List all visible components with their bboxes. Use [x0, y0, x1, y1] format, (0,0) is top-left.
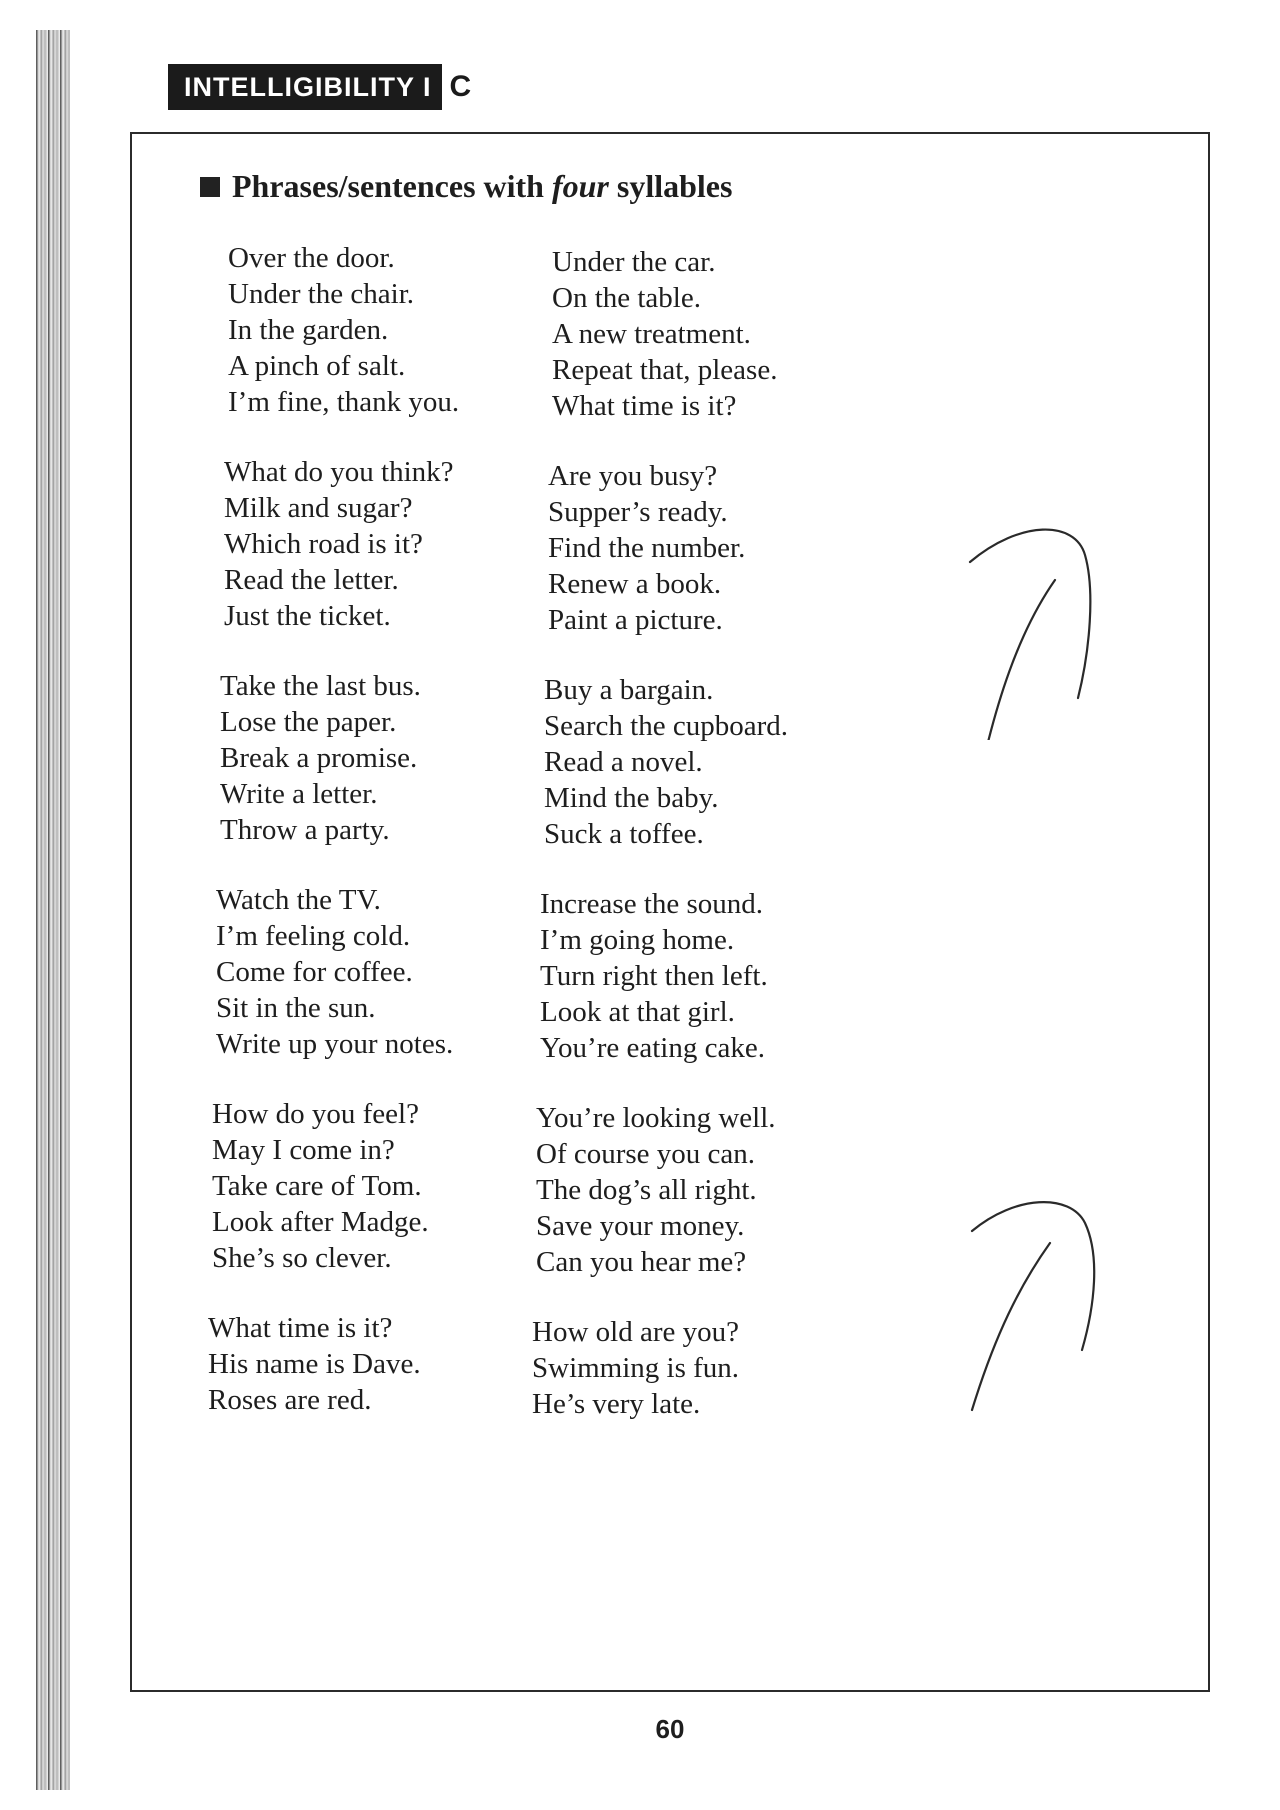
phrase-group [216, 882, 459, 1062]
phrase: His name is Dave. [208, 1348, 421, 1380]
phrase: Sit in the sun. [216, 992, 376, 1024]
square-bullet-icon [200, 177, 220, 197]
phrase: What time is it? [208, 1312, 393, 1344]
phrase: She’s so clever. [212, 1242, 392, 1274]
phrase: Mind the baby. [544, 782, 719, 814]
phrase-group [220, 668, 459, 848]
phrase: Search the cupboard. [544, 710, 788, 742]
phrase-group [544, 672, 788, 852]
phrase: A pinch of salt. [228, 350, 406, 382]
phrase: What time is it? [552, 390, 737, 422]
phrase: A new treatment. [552, 318, 751, 350]
phrase: Look after Madge. [212, 1206, 429, 1238]
phrase-group [208, 1310, 459, 1418]
phrase: Supper’s ready. [548, 496, 728, 528]
phrase-group [548, 458, 788, 638]
phrase: Suck a toffee. [544, 818, 704, 850]
phrase: Increase the sound. [540, 888, 764, 920]
phrase: May I come in? [212, 1134, 395, 1166]
phrase-group [552, 244, 788, 424]
book-binding-edge [36, 30, 70, 1790]
phrase: Throw a party. [220, 814, 390, 846]
phrase: Write up your notes. [216, 1028, 454, 1060]
phrase: Write a letter. [220, 778, 378, 810]
phrase-group [228, 240, 459, 420]
left-phrase-column [208, 240, 460, 1452]
phrase: Read the letter. [224, 564, 399, 596]
phrase-group [540, 886, 788, 1066]
phrase: Under the car. [552, 246, 716, 278]
phrase: Renew a book. [548, 568, 722, 600]
phrase: Can you hear me? [536, 1246, 747, 1278]
phrase: How do you feel? [212, 1098, 419, 1130]
phrase: You’re eating cake. [540, 1032, 765, 1064]
phrase: Take the last bus. [220, 670, 421, 702]
phrase: Are you busy? [548, 460, 718, 492]
right-phrase-column [532, 244, 788, 1456]
page-number: 60 [655, 1714, 685, 1744]
phrase: Which road is it? [224, 528, 423, 560]
phrase: How old are you? [532, 1316, 739, 1348]
phrase: Milk and sugar? [224, 492, 413, 524]
phrase-group [532, 1314, 788, 1422]
section-header-label: INTELLIGIBILITY I [168, 64, 442, 110]
phrase: Save your money. [536, 1210, 745, 1242]
phrase: Look at that girl. [540, 996, 735, 1028]
phrase: Under the chair. [228, 278, 415, 310]
phrase: Take care of Tom. [212, 1170, 422, 1202]
phrase: Break a promise. [220, 742, 418, 774]
phrase: In the garden. [228, 314, 389, 346]
phrase: Lose the paper. [220, 706, 397, 738]
phrase: Paint a picture. [548, 604, 723, 636]
phrase: Find the number. [548, 532, 746, 564]
section-title-text: Phrases/sentences with four syllables [232, 168, 733, 204]
phrase: Roses are red. [208, 1384, 372, 1416]
phrase: The dog’s all right. [536, 1174, 757, 1206]
phrase: Swimming is fun. [532, 1352, 740, 1384]
phrase: Of course you can. [536, 1138, 756, 1170]
rising-intonation-arrow-icon [900, 1175, 1120, 1415]
phrase: Just the ticket. [224, 600, 391, 632]
phrase: Over the door. [228, 242, 395, 274]
phrase: What do you think? [224, 456, 454, 488]
phrase: He’s very late. [532, 1388, 701, 1420]
phrase: Buy a bargain. [544, 674, 714, 706]
phrase-group [536, 1100, 788, 1280]
phrase: Repeat that, please. [552, 354, 778, 386]
section-header [168, 64, 471, 110]
phrase: On the table. [552, 282, 701, 314]
phrase: Watch the TV. [216, 884, 381, 916]
phrase: I’m fine, thank you. [228, 386, 460, 418]
phrase: You’re looking well. [536, 1102, 776, 1134]
phrase: I’m feeling cold. [216, 920, 411, 952]
phrase: I’m going home. [540, 924, 735, 956]
phrase-group [224, 454, 459, 634]
phrase: Come for coffee. [216, 956, 413, 988]
phrase-group [212, 1096, 459, 1276]
phrase: Read a novel. [544, 746, 703, 778]
section-title [200, 168, 732, 205]
section-header-letter: C [449, 70, 472, 103]
rising-intonation-arrow-icon [900, 500, 1120, 740]
phrase: Turn right then left. [540, 960, 768, 992]
